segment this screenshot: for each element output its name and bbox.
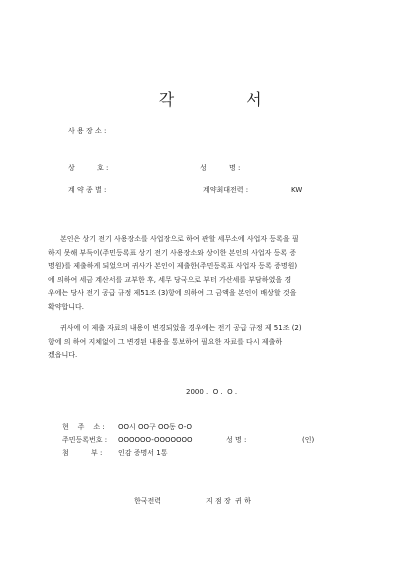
business-name-label: 상 호 : [68, 164, 109, 172]
addressee: 지 점 장 귀 하 [206, 497, 251, 505]
place-label: 사 용 장 소 : [68, 127, 107, 135]
signer-name-label: 성 명 : [226, 436, 247, 444]
paragraph-line: 에 의하여 세금 계산서를 교부한 후, 세무 당국으로 부터 가산세를 부담하였을 경 [48, 275, 292, 284]
document-title [0, 68, 400, 129]
title-char-2: 서 [246, 90, 262, 109]
document-date: 2000 . O . O . [186, 388, 238, 396]
resident-id-value: OOOOOO-OOOOOOO [118, 436, 193, 444]
paragraph-line: 확약합니다. [48, 302, 85, 311]
attachment-value: 인감 증명서 1통 [118, 449, 168, 457]
title-char-1: 각 [158, 90, 175, 109]
paragraph-line: 겠읍니다. [48, 351, 78, 360]
organization-name: 한국전력 [134, 497, 162, 505]
resident-id-label: 주민등록번호 : [62, 436, 108, 444]
paragraph-line: 귀사에 이 제출 자료의 내용이 변경되었을 경우에는 전기 공급 규정 제 51조 (2) [60, 324, 302, 332]
contract-type-label: 계 약 종 별 : [68, 186, 107, 194]
paragraph-change-notice [48, 322, 370, 363]
person-name-label: 성 명 : [200, 164, 241, 172]
paragraph-line: 명원)를 제출하게 되었으며 귀사가 본인이 제출한(주민등록표 사업자 등록 증명원) [48, 262, 298, 271]
contract-power-label: 계약최대전력 : [203, 186, 249, 194]
address-value: OO시 OO구 OO동 O-O [118, 423, 192, 431]
paragraph-line: 우에는 당사 전기 공급 규정 제51조 (3)항에 의하여 그 금액을 본인이 배상할 것을 [48, 289, 297, 298]
contract-power-unit: KW [291, 186, 303, 194]
attachment-label: 첨 부 : [62, 449, 103, 457]
paragraph-undertaking [48, 233, 370, 315]
address-label: 현 주 소 : [62, 423, 105, 431]
paragraph-line: 하지 못해 부득이(주민등록표 상기 전기 사용장소와 상이한 본인의 사업자 등록 증 [48, 248, 297, 257]
paragraph-line: 항에 의 하여 지체없이 그 변경된 내용을 통보하여 필요한 자료를 다시 제출하 [48, 337, 283, 346]
seal-mark: (인) [302, 436, 315, 444]
paragraph-line: 본인은 상기 전기 사용장소를 사업장으로 하여 관할 세무소에 사업자 등록을 필 [60, 235, 299, 243]
